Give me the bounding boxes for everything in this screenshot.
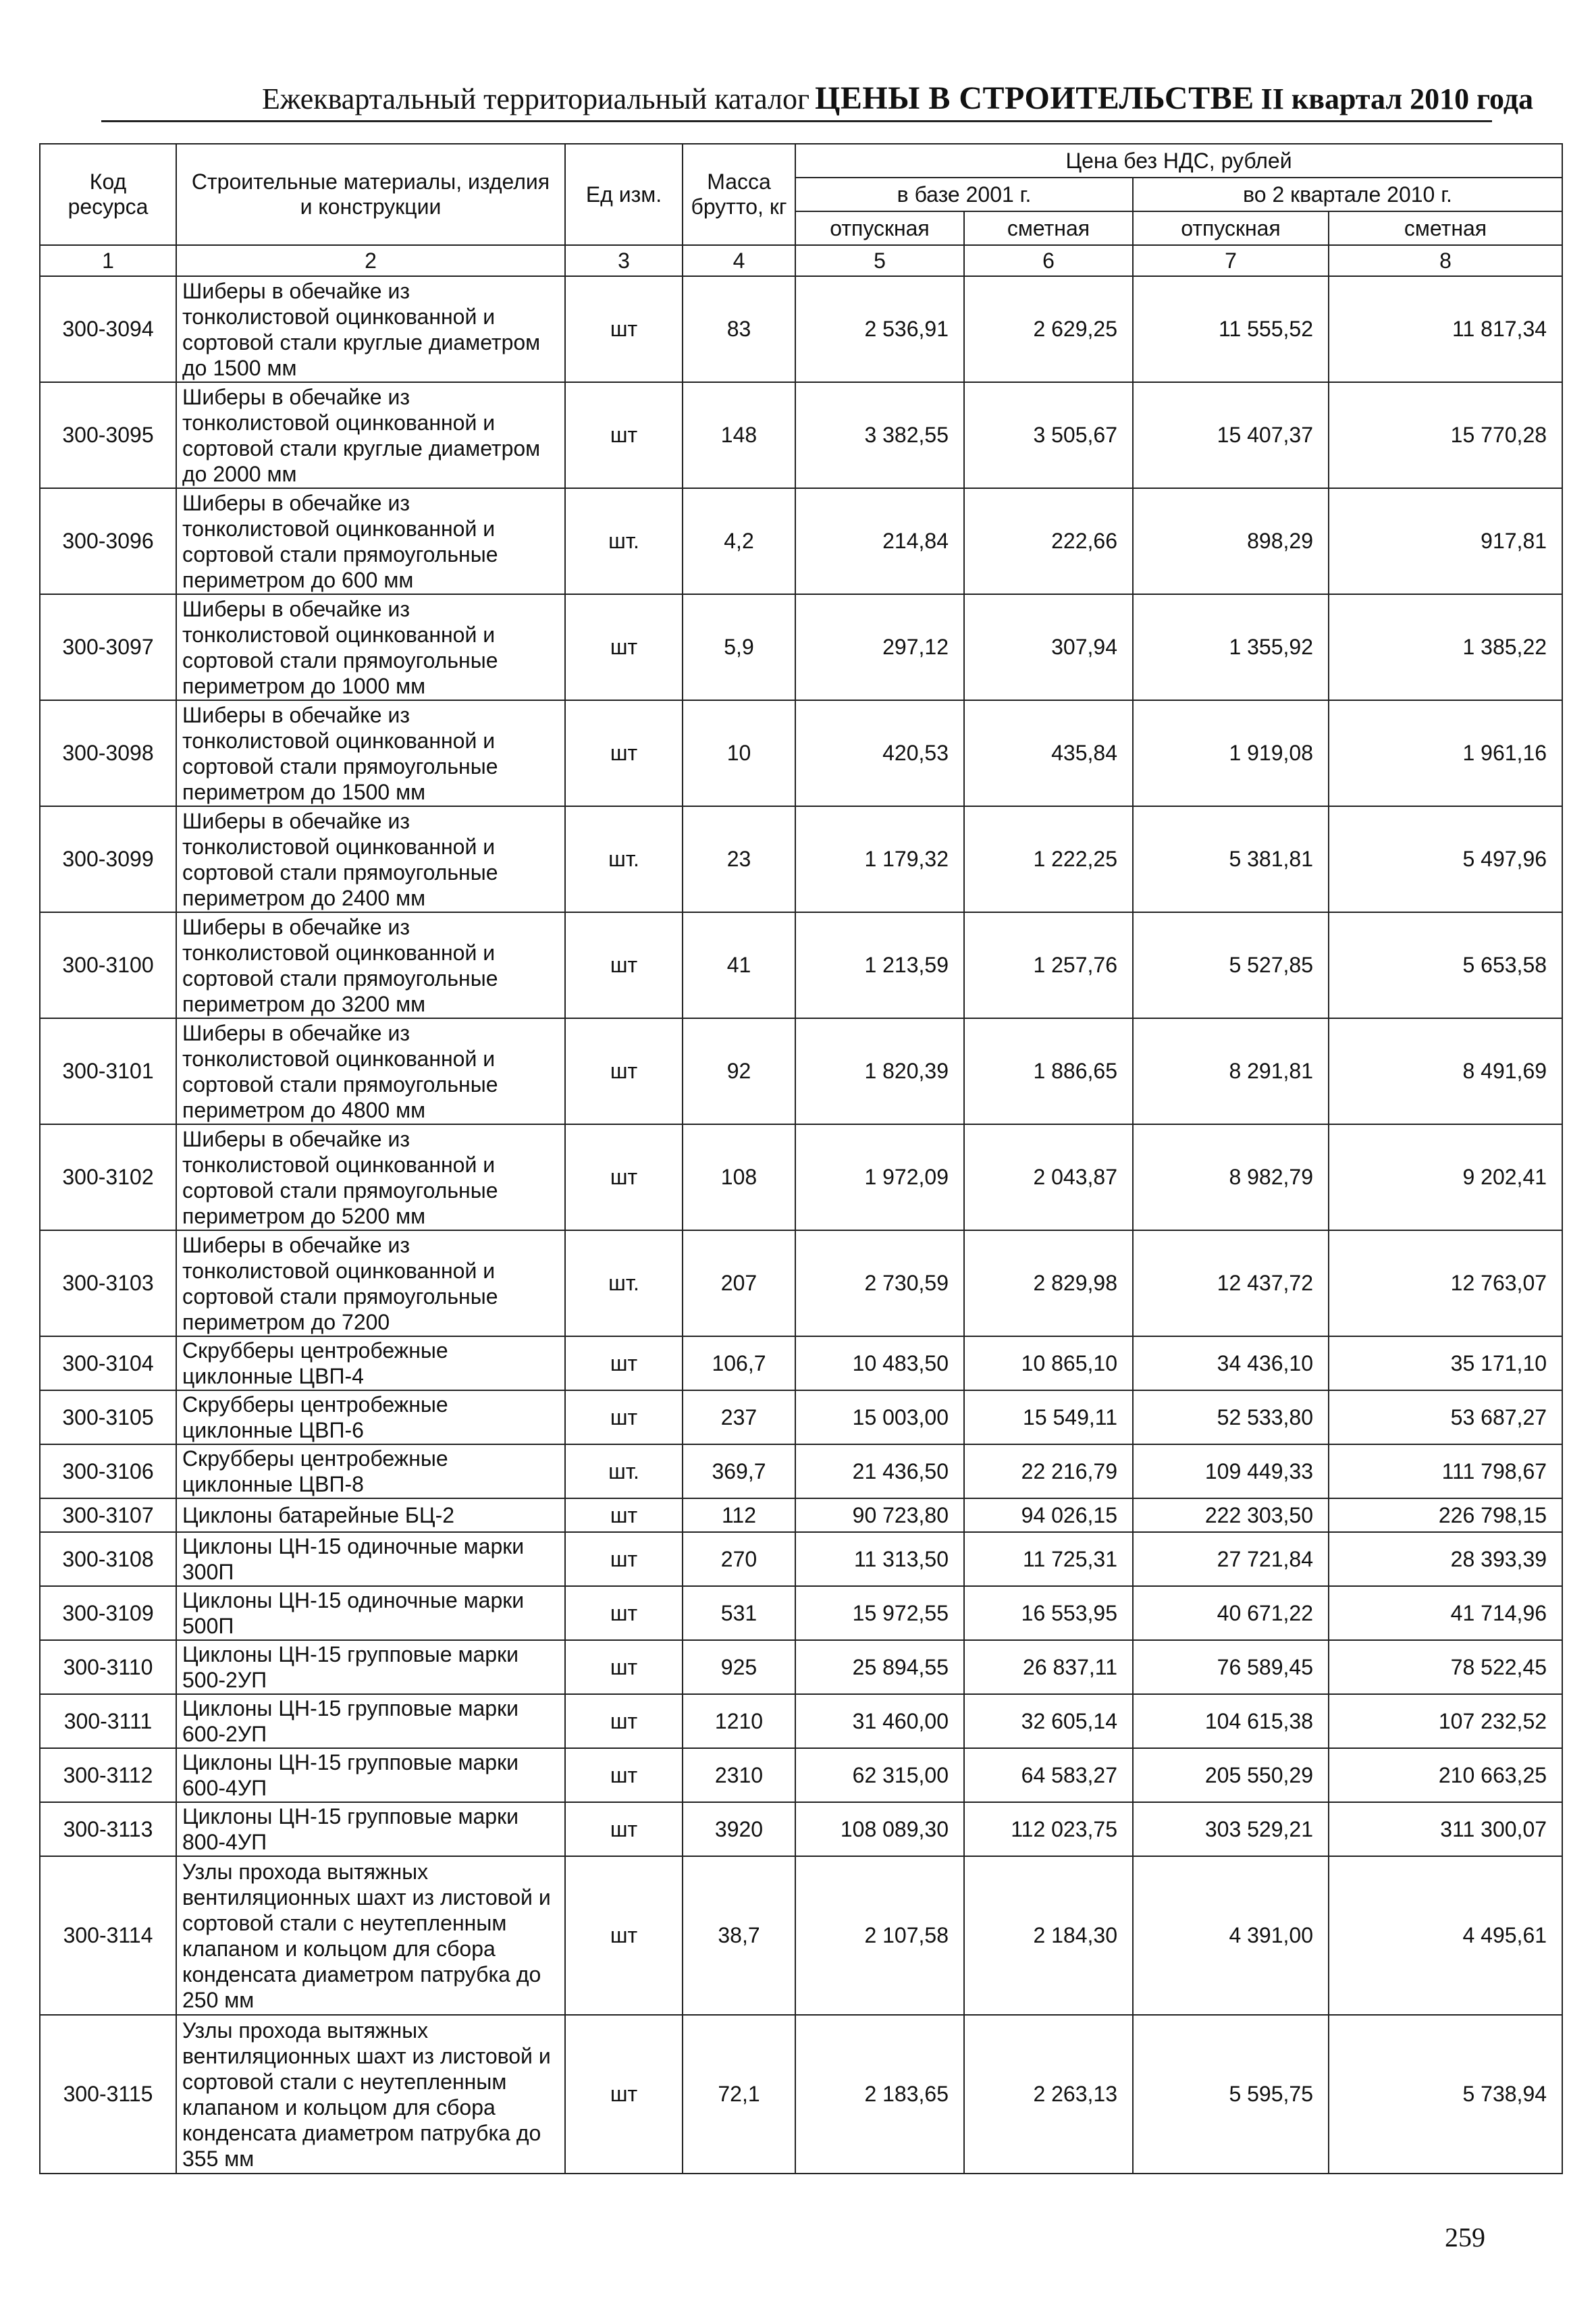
table-header xyxy=(40,144,1562,276)
current-estimate-price: 11 817,34 xyxy=(1329,276,1562,382)
current-retail-price: 27 721,84 xyxy=(1133,1532,1329,1586)
header-cur-retail: отпускная xyxy=(1133,211,1329,245)
column-number: 6 xyxy=(964,245,1133,276)
page-number: 259 xyxy=(1445,2222,1485,2253)
material-name: Шиберы в обечайке из тонколистовой оцинкованной и сортовой стали прямоугольные периметром до 600 мм xyxy=(176,488,565,594)
unit: шт xyxy=(565,1586,683,1640)
current-estimate-price: 917,81 xyxy=(1329,488,1562,594)
base-estimate-price: 1 886,65 xyxy=(964,1018,1133,1124)
base-estimate-price: 307,94 xyxy=(964,594,1133,700)
mass: 4,2 xyxy=(683,488,795,594)
current-estimate-price: 111 798,67 xyxy=(1329,1444,1562,1498)
current-estimate-price: 1 961,16 xyxy=(1329,700,1562,806)
unit: шт xyxy=(565,1640,683,1694)
material-name: Узлы прохода вытяжных вентиляционных шахт из листовой и сортовой стали с неутепленным клапаном и кольцом для сбора конденсата диаметром патрубка до 250 мм xyxy=(176,1856,565,2015)
material-name: Циклоны батарейные БЦ-2 xyxy=(176,1498,565,1532)
unit: шт xyxy=(565,594,683,700)
current-retail-price: 8 982,79 xyxy=(1133,1124,1329,1230)
current-retail-price: 12 437,72 xyxy=(1133,1230,1329,1336)
base-retail-price: 214,84 xyxy=(795,488,964,594)
current-estimate-price: 311 300,07 xyxy=(1329,1802,1562,1856)
mass: 270 xyxy=(683,1532,795,1586)
current-estimate-price: 210 663,25 xyxy=(1329,1748,1562,1802)
unit: шт xyxy=(565,382,683,488)
material-name: Скрубберы центробежные циклонные ЦВП-4 xyxy=(176,1336,565,1390)
table-row xyxy=(40,1640,1562,1694)
mass: 369,7 xyxy=(683,1444,795,1498)
mass: 10 xyxy=(683,700,795,806)
base-retail-price: 1 179,32 xyxy=(795,806,964,912)
table-row xyxy=(40,700,1562,806)
material-name: Скрубберы центробежные циклонные ЦВП-6 xyxy=(176,1390,565,1444)
resource-code: 300-3096 xyxy=(40,488,176,594)
base-retail-price: 420,53 xyxy=(795,700,964,806)
unit: шт xyxy=(565,1802,683,1856)
resource-code: 300-3105 xyxy=(40,1390,176,1444)
column-number: 2 xyxy=(176,245,565,276)
current-estimate-price: 5 653,58 xyxy=(1329,912,1562,1018)
unit: шт xyxy=(565,1694,683,1748)
current-retail-price: 11 555,52 xyxy=(1133,276,1329,382)
table-body xyxy=(40,276,1562,2174)
header-name: Строительные материалы, изделия и конструкции xyxy=(176,144,565,245)
table-row xyxy=(40,1444,1562,1498)
mass: 5,9 xyxy=(683,594,795,700)
mass: 2310 xyxy=(683,1748,795,1802)
material-name: Узлы прохода вытяжных вентиляционных шахт из листовой и сортовой стали с неутепленным клапаном и кольцом для сбора конденсата диаметром патрубка до 355 мм xyxy=(176,2015,565,2174)
current-estimate-price: 28 393,39 xyxy=(1329,1532,1562,1586)
table-row xyxy=(40,382,1562,488)
header-q2-2010: во 2 квартале 2010 г. xyxy=(1133,178,1562,211)
mass: 237 xyxy=(683,1390,795,1444)
current-retail-price: 104 615,38 xyxy=(1133,1694,1329,1748)
table-row xyxy=(40,1230,1562,1336)
base-retail-price: 2 107,58 xyxy=(795,1856,964,2015)
resource-code: 300-3094 xyxy=(40,276,176,382)
column-number: 4 xyxy=(683,245,795,276)
base-retail-price: 1 972,09 xyxy=(795,1124,964,1230)
current-retail-price: 1 355,92 xyxy=(1133,594,1329,700)
base-retail-price: 21 436,50 xyxy=(795,1444,964,1498)
base-estimate-price: 22 216,79 xyxy=(964,1444,1133,1498)
base-retail-price: 108 089,30 xyxy=(795,1802,964,1856)
current-retail-price: 898,29 xyxy=(1133,488,1329,594)
table-row xyxy=(40,2015,1562,2174)
column-number: 7 xyxy=(1133,245,1329,276)
base-estimate-price: 3 505,67 xyxy=(964,382,1133,488)
base-estimate-price: 112 023,75 xyxy=(964,1802,1133,1856)
table-row xyxy=(40,1532,1562,1586)
base-estimate-price: 2 043,87 xyxy=(964,1124,1133,1230)
unit: шт xyxy=(565,912,683,1018)
base-estimate-price: 16 553,95 xyxy=(964,1586,1133,1640)
unit: шт xyxy=(565,1532,683,1586)
base-estimate-price: 222,66 xyxy=(964,488,1133,594)
resource-code: 300-3099 xyxy=(40,806,176,912)
unit: шт. xyxy=(565,1230,683,1336)
mass: 207 xyxy=(683,1230,795,1336)
unit: шт xyxy=(565,1018,683,1124)
unit: шт xyxy=(565,1498,683,1532)
mass: 925 xyxy=(683,1640,795,1694)
current-estimate-price: 5 738,94 xyxy=(1329,2015,1562,2174)
table-row xyxy=(40,1390,1562,1444)
mass: 531 xyxy=(683,1586,795,1640)
mass: 112 xyxy=(683,1498,795,1532)
resource-code: 300-3101 xyxy=(40,1018,176,1124)
current-estimate-price: 107 232,52 xyxy=(1329,1694,1562,1748)
material-name: Скрубберы центробежные циклонные ЦВП-8 xyxy=(176,1444,565,1498)
current-estimate-price: 9 202,41 xyxy=(1329,1124,1562,1230)
base-retail-price: 297,12 xyxy=(795,594,964,700)
material-name: Шиберы в обечайке из тонколистовой оцинкованной и сортовой стали круглые диаметром до 2000 мм xyxy=(176,382,565,488)
header-base-estimate: сметная xyxy=(964,211,1133,245)
base-estimate-price: 2 184,30 xyxy=(964,1856,1133,2015)
column-number: 3 xyxy=(565,245,683,276)
material-name: Шиберы в обечайке из тонколистовой оцинкованной и сортовой стали прямоугольные периметром до 7200 xyxy=(176,1230,565,1336)
resource-code: 300-3097 xyxy=(40,594,176,700)
resource-code: 300-3112 xyxy=(40,1748,176,1802)
base-estimate-price: 1 257,76 xyxy=(964,912,1133,1018)
base-estimate-price: 32 605,14 xyxy=(964,1694,1133,1748)
base-retail-price: 3 382,55 xyxy=(795,382,964,488)
material-name: Шиберы в обечайке из тонколистовой оцинкованной и сортовой стали круглые диаметром до 1500 мм xyxy=(176,276,565,382)
table-row xyxy=(40,1336,1562,1390)
current-retail-price: 109 449,33 xyxy=(1133,1444,1329,1498)
unit: шт xyxy=(565,276,683,382)
mass: 148 xyxy=(683,382,795,488)
mass: 108 xyxy=(683,1124,795,1230)
base-estimate-price: 435,84 xyxy=(964,700,1133,806)
unit: шт. xyxy=(565,806,683,912)
material-name: Циклоны ЦН-15 групповые марки 600-4УП xyxy=(176,1748,565,1802)
resource-code: 300-3108 xyxy=(40,1532,176,1586)
base-estimate-price: 11 725,31 xyxy=(964,1532,1133,1586)
table-row xyxy=(40,912,1562,1018)
table-row xyxy=(40,806,1562,912)
base-estimate-price: 64 583,27 xyxy=(964,1748,1133,1802)
mass: 3920 xyxy=(683,1802,795,1856)
unit: шт. xyxy=(565,488,683,594)
header-base-retail: отпускная xyxy=(795,211,964,245)
current-estimate-price: 4 495,61 xyxy=(1329,1856,1562,2015)
unit: шт xyxy=(565,1124,683,1230)
base-retail-price: 2 730,59 xyxy=(795,1230,964,1336)
material-name: Циклоны ЦН-15 групповые марки 600-2УП xyxy=(176,1694,565,1748)
material-name: Шиберы в обечайке из тонколистовой оцинкованной и сортовой стали прямоугольные периметром до 1000 мм xyxy=(176,594,565,700)
resource-code: 300-3095 xyxy=(40,382,176,488)
resource-code: 300-3114 xyxy=(40,1856,176,2015)
header-mass: Масса брутто, кг xyxy=(683,144,795,245)
table-row xyxy=(40,1018,1562,1124)
current-retail-price: 205 550,29 xyxy=(1133,1748,1329,1802)
material-name: Шиберы в обечайке из тонколистовой оцинкованной и сортовой стали прямоугольные периметром до 2400 мм xyxy=(176,806,565,912)
material-name: Циклоны ЦН-15 групповые марки 800-4УП xyxy=(176,1802,565,1856)
resource-code: 300-3113 xyxy=(40,1802,176,1856)
base-retail-price: 15 003,00 xyxy=(795,1390,964,1444)
column-number-row xyxy=(40,245,1562,276)
current-retail-price: 303 529,21 xyxy=(1133,1802,1329,1856)
current-estimate-price: 1 385,22 xyxy=(1329,594,1562,700)
resource-code: 300-3110 xyxy=(40,1640,176,1694)
current-estimate-price: 12 763,07 xyxy=(1329,1230,1562,1336)
table-row xyxy=(40,276,1562,382)
running-header xyxy=(101,68,1533,124)
current-retail-price: 5 527,85 xyxy=(1133,912,1329,1018)
current-retail-price: 4 391,00 xyxy=(1133,1856,1329,2015)
base-retail-price: 2 183,65 xyxy=(795,2015,964,2174)
table-row xyxy=(40,1498,1562,1532)
mass: 83 xyxy=(683,276,795,382)
current-retail-price: 5 381,81 xyxy=(1133,806,1329,912)
table-row xyxy=(40,1856,1562,2015)
mass: 38,7 xyxy=(683,1856,795,2015)
catalog-period: II квартал 2010 года xyxy=(1260,82,1533,115)
resource-code: 300-3109 xyxy=(40,1586,176,1640)
table-row xyxy=(40,594,1562,700)
current-retail-price: 5 595,75 xyxy=(1133,2015,1329,2174)
base-estimate-price: 15 549,11 xyxy=(964,1390,1133,1444)
current-estimate-price: 35 171,10 xyxy=(1329,1336,1562,1390)
material-name: Шиберы в обечайке из тонколистовой оцинкованной и сортовой стали прямоугольные периметром до 3200 мм xyxy=(176,912,565,1018)
base-retail-price: 31 460,00 xyxy=(795,1694,964,1748)
current-retail-price: 52 533,80 xyxy=(1133,1390,1329,1444)
unit: шт xyxy=(565,1390,683,1444)
resource-code: 300-3102 xyxy=(40,1124,176,1230)
base-retail-price: 15 972,55 xyxy=(795,1586,964,1640)
header-unit: Ед изм. xyxy=(565,144,683,245)
base-retail-price: 1 213,59 xyxy=(795,912,964,1018)
mass: 1210 xyxy=(683,1694,795,1748)
current-estimate-price: 226 798,15 xyxy=(1329,1498,1562,1532)
unit: шт. xyxy=(565,1444,683,1498)
unit: шт xyxy=(565,1336,683,1390)
resource-code: 300-3103 xyxy=(40,1230,176,1336)
base-estimate-price: 26 837,11 xyxy=(964,1640,1133,1694)
base-retail-price: 11 313,50 xyxy=(795,1532,964,1586)
base-retail-price: 90 723,80 xyxy=(795,1498,964,1532)
header-code: Код ресурса xyxy=(40,144,176,245)
resource-code: 300-3098 xyxy=(40,700,176,806)
base-estimate-price: 1 222,25 xyxy=(964,806,1133,912)
header-rule xyxy=(101,120,1492,122)
current-estimate-price: 5 497,96 xyxy=(1329,806,1562,912)
table-row xyxy=(40,1802,1562,1856)
catalog-brand: ЦЕНЫ В СТРОИТЕЛЬСТВЕ xyxy=(815,80,1254,116)
base-retail-price: 10 483,50 xyxy=(795,1336,964,1390)
current-estimate-price: 15 770,28 xyxy=(1329,382,1562,488)
base-retail-price: 62 315,00 xyxy=(795,1748,964,1802)
resource-code: 300-3100 xyxy=(40,912,176,1018)
base-estimate-price: 2 263,13 xyxy=(964,2015,1133,2174)
table-row xyxy=(40,488,1562,594)
resource-code: 300-3107 xyxy=(40,1498,176,1532)
header-base-2001: в базе 2001 г. xyxy=(795,178,1133,211)
resource-code: 300-3106 xyxy=(40,1444,176,1498)
current-retail-price: 15 407,37 xyxy=(1133,382,1329,488)
unit: шт xyxy=(565,700,683,806)
base-estimate-price: 94 026,15 xyxy=(964,1498,1133,1532)
current-retail-price: 8 291,81 xyxy=(1133,1018,1329,1124)
mass: 106,7 xyxy=(683,1336,795,1390)
base-retail-price: 2 536,91 xyxy=(795,276,964,382)
table-row xyxy=(40,1586,1562,1640)
price-table xyxy=(39,143,1563,2174)
column-number: 1 xyxy=(40,245,176,276)
unit: шт xyxy=(565,1748,683,1802)
current-retail-price: 222 303,50 xyxy=(1133,1498,1329,1532)
material-name: Циклоны ЦН-15 одиночные марки 300П xyxy=(176,1532,565,1586)
column-number: 5 xyxy=(795,245,964,276)
unit: шт xyxy=(565,1856,683,2015)
catalog-name: Ежеквартальный территориальный каталог xyxy=(262,82,809,115)
mass: 72,1 xyxy=(683,2015,795,2174)
resource-code: 300-3115 xyxy=(40,2015,176,2174)
resource-code: 300-3111 xyxy=(40,1694,176,1748)
header-cur-estimate: сметная xyxy=(1329,211,1562,245)
material-name: Шиберы в обечайке из тонколистовой оцинкованной и сортовой стали прямоугольные периметром до 1500 мм xyxy=(176,700,565,806)
current-estimate-price: 53 687,27 xyxy=(1329,1390,1562,1444)
table-row xyxy=(40,1124,1562,1230)
base-estimate-price: 2 829,98 xyxy=(964,1230,1133,1336)
running-header-text xyxy=(262,80,1533,117)
material-name: Циклоны ЦН-15 одиночные марки 500П xyxy=(176,1586,565,1640)
table-row xyxy=(40,1694,1562,1748)
current-estimate-price: 41 714,96 xyxy=(1329,1586,1562,1640)
material-name: Циклоны ЦН-15 групповые марки 500-2УП xyxy=(176,1640,565,1694)
current-retail-price: 76 589,45 xyxy=(1133,1640,1329,1694)
base-estimate-price: 2 629,25 xyxy=(964,276,1133,382)
mass: 41 xyxy=(683,912,795,1018)
material-name: Шиберы в обечайке из тонколистовой оцинкованной и сортовой стали прямоугольные периметром до 4800 мм xyxy=(176,1018,565,1124)
material-name: Шиберы в обечайке из тонколистовой оцинкованной и сортовой стали прямоугольные периметром до 5200 мм xyxy=(176,1124,565,1230)
base-retail-price: 1 820,39 xyxy=(795,1018,964,1124)
unit: шт xyxy=(565,2015,683,2174)
current-estimate-price: 78 522,45 xyxy=(1329,1640,1562,1694)
current-estimate-price: 8 491,69 xyxy=(1329,1018,1562,1124)
base-estimate-price: 10 865,10 xyxy=(964,1336,1133,1390)
current-retail-price: 34 436,10 xyxy=(1133,1336,1329,1390)
column-number: 8 xyxy=(1329,245,1562,276)
table-row xyxy=(40,1748,1562,1802)
current-retail-price: 1 919,08 xyxy=(1133,700,1329,806)
resource-code: 300-3104 xyxy=(40,1336,176,1390)
base-retail-price: 25 894,55 xyxy=(795,1640,964,1694)
header-price: Цена без НДС, рублей xyxy=(795,144,1562,178)
mass: 23 xyxy=(683,806,795,912)
current-retail-price: 40 671,22 xyxy=(1133,1586,1329,1640)
mass: 92 xyxy=(683,1018,795,1124)
